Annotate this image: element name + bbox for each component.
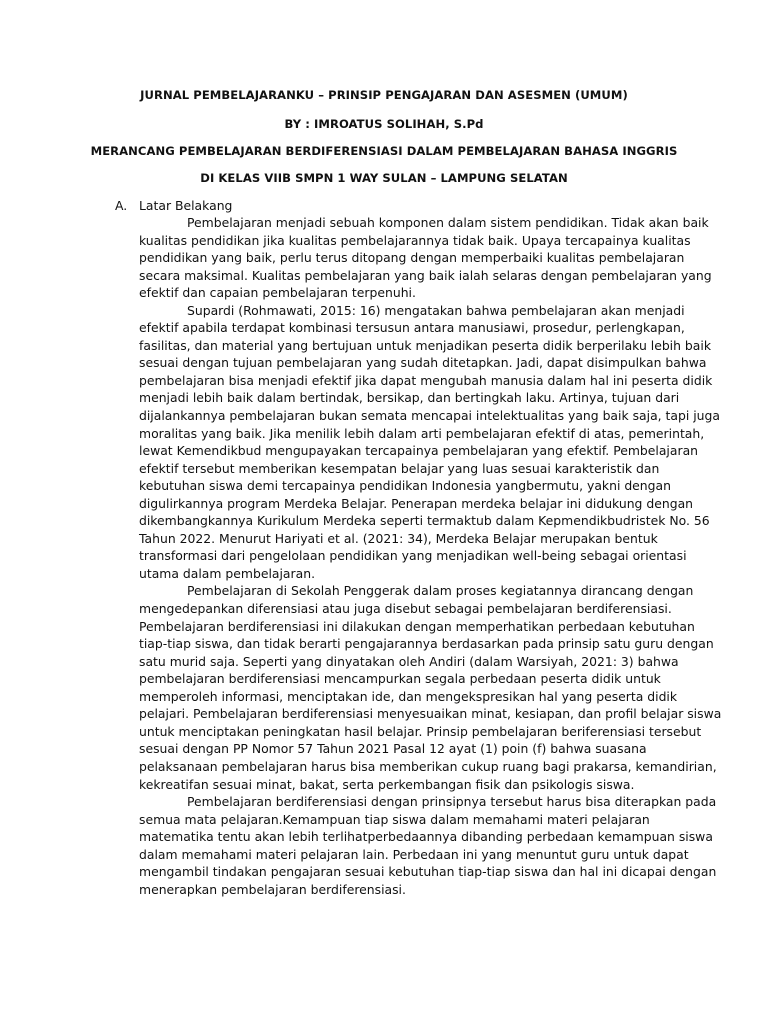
paragraph-line: matematika tentu akan lebih terlihatperbedaannya dibanding perbedaan kemampuan siswa <box>139 829 713 845</box>
paragraph-line: mengedepankan diferensiasi atau juga disebut sebagai pembelajaran berdiferensiasi. <box>139 601 672 617</box>
paragraph-line: untuk menciptakan peningkatan hasil belajar. Prinsip pembelajaran beriferensiasi tersebut <box>139 723 702 739</box>
paragraph-line: moralitas yang baik. Jika menilik lebih dalam arti pembelajaran efektif di atas, pemerintah, <box>139 425 705 441</box>
paragraph-line: efektif dan capaian pembelajaran terpenuhi. <box>139 285 416 301</box>
paragraph <box>139 302 720 583</box>
paragraph <box>139 214 712 302</box>
paragraph-line: memperoleh informasi, menciptakan ide, dan mengekspresikan hal yang peserta didik <box>139 688 678 704</box>
paragraph-line: transformasi dari pengelolaan pendidikan yang menjadikan well-being sebagai orientasi <box>139 548 687 564</box>
paragraph-line: sesuai dengan PP Nomor 57 Tahun 2021 Pasal 12 ayat (1) poin (f) bahwa suasana <box>139 741 647 757</box>
paragraph-line: semua mata pelajaran.Kemampuan tiap siswa dalam memahami materi pelajaran <box>139 811 650 827</box>
paragraph-line: pembelajaran bisa menjadi efektif jika dapat mengubah manusia dalam hal ini peserta didik <box>139 372 713 388</box>
article-subtitle: DI KELAS VIIB SMPN 1 WAY SULAN – LAMPUNG SELATAN <box>200 171 568 185</box>
paragraph-line: pendidikan yang baik, perlu terus ditopang dengan memperbaiki kualitas pembelajaran <box>139 250 685 266</box>
paragraph-line: pelaksanaan pembelajaran harus bisa memberikan cukup ruang bagi prakarsa, kemandirian, <box>139 758 717 774</box>
paragraph-line: kebutuhan siswa demi tercapainya pendidikan Indonesia yangbermutu, yakni dengan <box>139 478 671 494</box>
paragraph-line: fasilitas, dan material yang bertujuan untuk menjadikan peserta didik berperilaku lebih baik <box>139 337 711 353</box>
paragraph-line: Pembelajaran berdiferensiasi ini dilakukan dengan memperhatikan perbedaan kebutuhan <box>139 618 695 634</box>
paragraph-line: tiap-tiap siswa, dan tidak berarti pengajarannya berdasarkan pada prinsip satu guru dengan <box>139 636 714 652</box>
paragraph-line: sesuai dengan tujuan pembelajaran yang sudah ditetapkan. Jadi, dapat disimpulkan bahwa <box>139 355 707 371</box>
paragraph-line: efektif apabila terdapat kombinasi tersusun antara manusiawi, prosedur, perlengkapan, <box>139 320 685 336</box>
paragraph-line: kualitas pendidikan jika kualitas pembelajarannya tidak baik. Upaya tercapainya kualitas <box>139 232 691 248</box>
paragraph-line: pembelajaran berdiferensiasi mencampurkan segala perbedaan peserta didik untuk <box>139 671 661 687</box>
section-marker: A. <box>115 198 128 213</box>
paragraph <box>139 582 722 793</box>
paragraph-line: Pembelajaran di Sekolah Penggerak dalam proses kegiatannya dirancang dengan <box>187 583 694 599</box>
paragraph-line: pelajari. Pembelajaran berdiferensiasi menyesuaikan minat, kesiapan, dan profil belajar siswa <box>139 706 722 722</box>
journal-title: JURNAL PEMBELAJARANKU – PRINSIP PENGAJARAN DAN ASESMEN (UMUM) <box>140 88 628 102</box>
paragraph-line: efektif tersebut memberikan kesempatan belajar yang luas sesuai karakteristik dan <box>139 460 660 476</box>
paragraph-line: menerapkan pembelajaran berdiferensiasi. <box>139 881 406 897</box>
author-line: BY : IMROATUS SOLIHAH, S.Pd <box>284 117 484 131</box>
paragraph-line: dikembangkannya Kurikulum Merdeka seperti termaktub dalam Kepmendikbudristek No. 56 <box>139 513 710 529</box>
paragraph <box>139 793 717 898</box>
body-text <box>139 214 722 898</box>
paragraph-line: kekreatifan sesuai minat, bakat, serta perkembangan fisik dan psikologis siswa. <box>139 776 635 792</box>
paragraph-line: satu murid saja. Seperti yang dinyatakan oleh Andiri (dalam Warsiyah, 2021: 3) bahwa <box>139 653 679 669</box>
paragraph-line: Supardi (Rohmawati, 2015: 16) mengatakan bahwa pembelajaran akan menjadi <box>187 302 685 318</box>
paragraph-line: lewat Kemendikbud mengupayakan tercapainya pembelajaran yang efektif. Pembelajaran <box>139 443 699 459</box>
paragraph-line: Tahun 2022. Menurut Hariyati et al. (2021: 34), Merdeka Belajar merupakan bentuk <box>139 530 658 546</box>
paragraph-line: secara maksimal. Kualitas pembelajaran yang baik ialah selaras dengan pembelajaran yang <box>139 267 712 283</box>
paragraph-line: digulirkannya program Merdeka Belajar. Penerapan merdeka belajar ini didukung dengan <box>139 495 694 511</box>
paragraph-line: menjadi lebih baik dalam bertindak, bersikap, dan bertingkah laku. Artinya, tujuan dari <box>139 390 680 406</box>
paragraph-line: dijalankannya pembelajaran bukan semata mencapai intelektualitas yang baik saja, tapi juga <box>139 408 720 424</box>
paragraph-line: Pembelajaran menjadi sebuah komponen dalam sistem pendidikan. Tidak akan baik <box>187 215 709 230</box>
paragraph-line: dalam memahami materi pelajaran lain. Perbedaan ini yang menuntut guru untuk dapat <box>139 846 689 862</box>
paragraph-line: utama dalam pembelajaran. <box>139 565 316 581</box>
section-title: Latar Belakang <box>139 198 233 213</box>
article-title: MERANCANG PEMBELAJARAN BERDIFERENSIASI DALAM PEMBELAJARAN BAHASA INGGRIS <box>90 144 678 158</box>
paragraph-line: Pembelajaran berdiferensiasi dengan prinsipnya tersebut harus bisa diterapkan pada <box>187 794 717 810</box>
paragraph-line: mengambil tindakan pengajaran sesuai kebutuhan tiap-tiap siswa dan hal ini dicapai dengan <box>139 864 717 880</box>
